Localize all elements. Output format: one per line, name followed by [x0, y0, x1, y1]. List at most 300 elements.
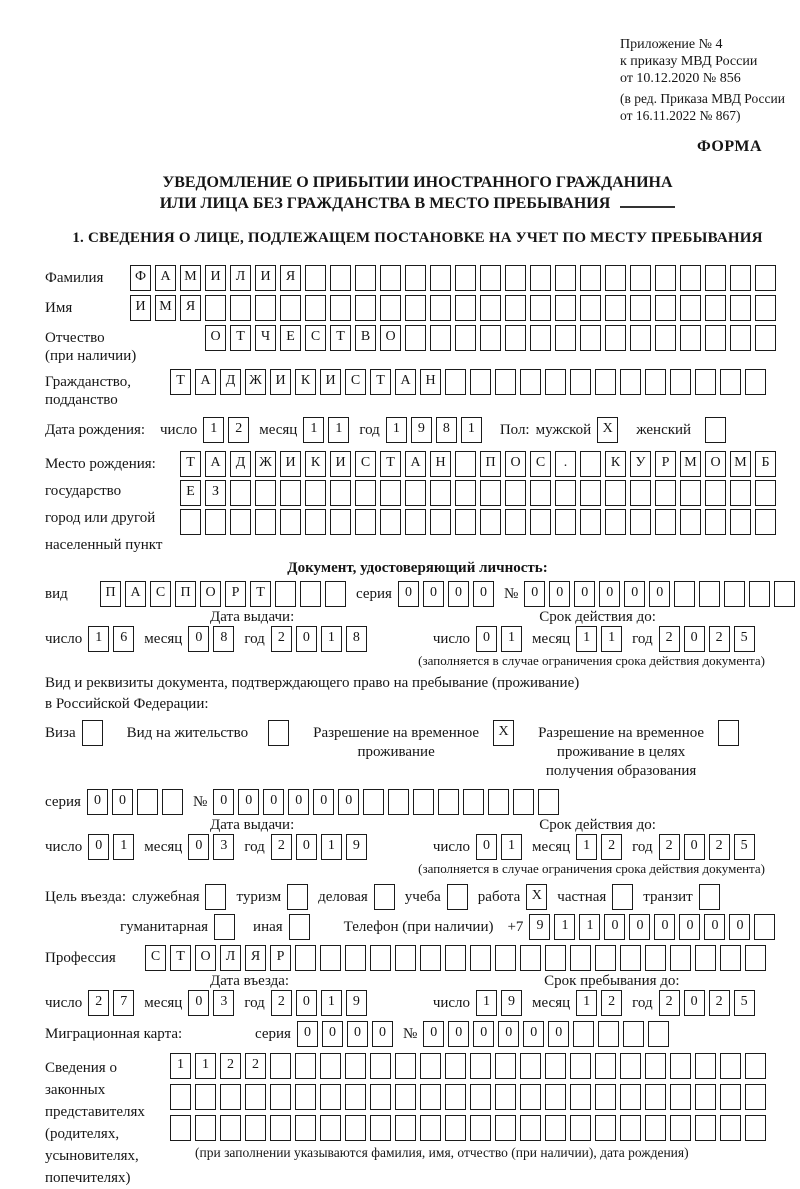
- patronymic-char-box[interactable]: С: [305, 325, 326, 351]
- rvp-series-box[interactable]: 0: [87, 789, 108, 815]
- rvp-expiry-year-box[interactable]: 2: [709, 834, 730, 860]
- representative-char-box[interactable]: 2: [220, 1053, 241, 1079]
- rvp-expiry-day-box[interactable]: 0: [476, 834, 497, 860]
- representative-char-box[interactable]: [695, 1053, 716, 1079]
- representative-char-box[interactable]: [495, 1084, 516, 1110]
- birth-place-char-box[interactable]: [255, 509, 276, 535]
- doc-kind-char-box[interactable]: О: [200, 581, 221, 607]
- surname-char-box[interactable]: А: [155, 265, 176, 291]
- phone-digit-box[interactable]: 0: [679, 914, 700, 940]
- surname-char-box[interactable]: [630, 265, 651, 291]
- profession-char-box[interactable]: [395, 945, 416, 971]
- citizenship-char-box[interactable]: Ж: [245, 369, 266, 395]
- profession-char-box[interactable]: [370, 945, 391, 971]
- doc-kind-char-box[interactable]: Р: [225, 581, 246, 607]
- doc-expiry-month-box[interactable]: 1: [576, 626, 597, 652]
- mig-number-box[interactable]: [598, 1021, 619, 1047]
- patronymic-char-box[interactable]: [530, 325, 551, 351]
- birth-month-box[interactable]: 1: [328, 417, 349, 443]
- representative-char-box[interactable]: [595, 1115, 616, 1141]
- doc-series-box[interactable]: 0: [398, 581, 419, 607]
- phone-digit-box[interactable]: 0: [629, 914, 650, 940]
- rvp-number-box[interactable]: [463, 789, 484, 815]
- birth-place-char-box[interactable]: [705, 480, 726, 506]
- doc-issue-year-box[interactable]: 1: [321, 626, 342, 652]
- given-name-char-box[interactable]: [655, 295, 676, 321]
- birth-day-box[interactable]: 2: [228, 417, 249, 443]
- birth-place-char-box[interactable]: [555, 480, 576, 506]
- citizenship-char-box[interactable]: А: [395, 369, 416, 395]
- surname-char-box[interactable]: [755, 265, 776, 291]
- representative-char-box[interactable]: [170, 1084, 191, 1110]
- birth-place-char-box[interactable]: [480, 509, 501, 535]
- representative-char-box[interactable]: [270, 1115, 291, 1141]
- birth-place-char-box[interactable]: [555, 509, 576, 535]
- purpose-official-checkbox[interactable]: [205, 884, 226, 910]
- rvp-issue-year-box[interactable]: 9: [346, 834, 367, 860]
- doc-number-box[interactable]: 0: [599, 581, 620, 607]
- temp-permit-checkbox[interactable]: X: [493, 720, 514, 746]
- purpose-tourism-checkbox[interactable]: [287, 884, 308, 910]
- rvp-number-box[interactable]: [488, 789, 509, 815]
- surname-char-box[interactable]: [705, 265, 726, 291]
- rvp-expiry-year-box[interactable]: 2: [659, 834, 680, 860]
- phone-digit-box[interactable]: [754, 914, 775, 940]
- patronymic-char-box[interactable]: [480, 325, 501, 351]
- representative-char-box[interactable]: [495, 1115, 516, 1141]
- patronymic-char-box[interactable]: [505, 325, 526, 351]
- birth-place-char-box[interactable]: [730, 509, 751, 535]
- representative-char-box[interactable]: [520, 1115, 541, 1141]
- doc-number-box[interactable]: 0: [574, 581, 595, 607]
- doc-issue-month-box[interactable]: 0: [188, 626, 209, 652]
- surname-char-box[interactable]: [580, 265, 601, 291]
- doc-expiry-month-box[interactable]: 1: [601, 626, 622, 652]
- representative-char-box[interactable]: [670, 1053, 691, 1079]
- profession-char-box[interactable]: [345, 945, 366, 971]
- stay-year-box[interactable]: 2: [659, 990, 680, 1016]
- representative-char-box[interactable]: [270, 1084, 291, 1110]
- doc-series-box[interactable]: 0: [473, 581, 494, 607]
- representative-char-box[interactable]: [720, 1053, 741, 1079]
- doc-number-box[interactable]: 0: [549, 581, 570, 607]
- birth-place-char-box[interactable]: У: [630, 451, 651, 477]
- entry-month-box[interactable]: 0: [188, 990, 209, 1016]
- doc-number-box[interactable]: 0: [649, 581, 670, 607]
- entry-day-box[interactable]: 7: [113, 990, 134, 1016]
- rvp-expiry-month-box[interactable]: 1: [576, 834, 597, 860]
- citizenship-char-box[interactable]: [495, 369, 516, 395]
- given-name-char-box[interactable]: [605, 295, 626, 321]
- birth-place-char-box[interactable]: [405, 509, 426, 535]
- birth-place-char-box[interactable]: [605, 480, 626, 506]
- mig-number-box[interactable]: 0: [498, 1021, 519, 1047]
- given-name-char-box[interactable]: [530, 295, 551, 321]
- birth-place-char-box[interactable]: [755, 480, 776, 506]
- representative-char-box[interactable]: [295, 1053, 316, 1079]
- entry-month-box[interactable]: 3: [213, 990, 234, 1016]
- doc-expiry-year-box[interactable]: 2: [709, 626, 730, 652]
- representative-char-box[interactable]: [395, 1115, 416, 1141]
- representative-char-box[interactable]: [470, 1115, 491, 1141]
- birth-place-char-box[interactable]: [405, 480, 426, 506]
- doc-kind-char-box[interactable]: С: [150, 581, 171, 607]
- patronymic-char-box[interactable]: [730, 325, 751, 351]
- surname-char-box[interactable]: [555, 265, 576, 291]
- surname-char-box[interactable]: [530, 265, 551, 291]
- doc-kind-char-box[interactable]: П: [100, 581, 121, 607]
- doc-issue-year-box[interactable]: 0: [296, 626, 317, 652]
- stay-month-box[interactable]: 1: [576, 990, 597, 1016]
- rvp-number-box[interactable]: [388, 789, 409, 815]
- representative-char-box[interactable]: [670, 1115, 691, 1141]
- given-name-char-box[interactable]: [630, 295, 651, 321]
- representative-char-box[interactable]: [695, 1084, 716, 1110]
- representative-char-box[interactable]: [545, 1053, 566, 1079]
- representative-char-box[interactable]: [670, 1084, 691, 1110]
- patronymic-char-box[interactable]: О: [205, 325, 226, 351]
- mig-number-box[interactable]: 0: [548, 1021, 569, 1047]
- phone-digit-box[interactable]: 0: [704, 914, 725, 940]
- birth-place-char-box[interactable]: [280, 480, 301, 506]
- doc-expiry-day-box[interactable]: 0: [476, 626, 497, 652]
- patronymic-char-box[interactable]: [705, 325, 726, 351]
- birth-place-char-box[interactable]: [530, 509, 551, 535]
- birth-place-char-box[interactable]: Р: [655, 451, 676, 477]
- birth-place-char-box[interactable]: [755, 509, 776, 535]
- birth-place-char-box[interactable]: [330, 480, 351, 506]
- entry-year-box[interactable]: 0: [296, 990, 317, 1016]
- rvp-issue-day-box[interactable]: 1: [113, 834, 134, 860]
- patronymic-char-box[interactable]: [680, 325, 701, 351]
- patronymic-char-box[interactable]: Т: [230, 325, 251, 351]
- patronymic-char-box[interactable]: [605, 325, 626, 351]
- surname-char-box[interactable]: [305, 265, 326, 291]
- mig-number-box[interactable]: 0: [523, 1021, 544, 1047]
- doc-issue-year-box[interactable]: 8: [346, 626, 367, 652]
- given-name-char-box[interactable]: [380, 295, 401, 321]
- profession-char-box[interactable]: [320, 945, 341, 971]
- given-name-char-box[interactable]: [230, 295, 251, 321]
- representative-char-box[interactable]: [420, 1053, 441, 1079]
- representative-char-box[interactable]: 1: [170, 1053, 191, 1079]
- rvp-series-box[interactable]: 0: [112, 789, 133, 815]
- birth-place-char-box[interactable]: [580, 451, 601, 477]
- purpose-study-checkbox[interactable]: [447, 884, 468, 910]
- profession-char-box[interactable]: [670, 945, 691, 971]
- representative-char-box[interactable]: [195, 1084, 216, 1110]
- given-name-char-box[interactable]: [555, 295, 576, 321]
- birth-place-char-box[interactable]: [480, 480, 501, 506]
- representative-char-box[interactable]: [745, 1115, 766, 1141]
- birth-place-char-box[interactable]: З: [205, 480, 226, 506]
- birth-place-char-box[interactable]: [305, 480, 326, 506]
- profession-char-box[interactable]: [495, 945, 516, 971]
- purpose-other-checkbox[interactable]: [289, 914, 310, 940]
- citizenship-char-box[interactable]: [645, 369, 666, 395]
- citizenship-char-box[interactable]: А: [195, 369, 216, 395]
- profession-char-box[interactable]: [445, 945, 466, 971]
- sex-female-checkbox[interactable]: [705, 417, 726, 443]
- birth-place-char-box[interactable]: [730, 480, 751, 506]
- birth-place-char-box[interactable]: [180, 509, 201, 535]
- surname-char-box[interactable]: [730, 265, 751, 291]
- birth-day-box[interactable]: 1: [203, 417, 224, 443]
- stay-year-box[interactable]: 2: [709, 990, 730, 1016]
- given-name-char-box[interactable]: [280, 295, 301, 321]
- representative-char-box[interactable]: [470, 1053, 491, 1079]
- citizenship-char-box[interactable]: [570, 369, 591, 395]
- rvp-number-box[interactable]: [413, 789, 434, 815]
- representative-char-box[interactable]: [545, 1084, 566, 1110]
- birth-place-char-box[interactable]: [505, 509, 526, 535]
- birth-place-char-box[interactable]: [455, 451, 476, 477]
- purpose-transit-checkbox[interactable]: [699, 884, 720, 910]
- representative-char-box[interactable]: 1: [195, 1053, 216, 1079]
- doc-expiry-day-box[interactable]: 1: [501, 626, 522, 652]
- birth-place-char-box[interactable]: О: [705, 451, 726, 477]
- doc-number-box[interactable]: [699, 581, 720, 607]
- birth-place-char-box[interactable]: Б: [755, 451, 776, 477]
- rvp-series-box[interactable]: [137, 789, 158, 815]
- representative-char-box[interactable]: [745, 1053, 766, 1079]
- birth-place-char-box[interactable]: [580, 480, 601, 506]
- birth-place-char-box[interactable]: [430, 480, 451, 506]
- birth-place-char-box[interactable]: П: [480, 451, 501, 477]
- mig-series-box[interactable]: 0: [372, 1021, 393, 1047]
- mig-series-box[interactable]: 0: [347, 1021, 368, 1047]
- birth-year-box[interactable]: 9: [411, 417, 432, 443]
- surname-char-box[interactable]: [505, 265, 526, 291]
- patronymic-char-box[interactable]: В: [355, 325, 376, 351]
- birth-place-char-box[interactable]: С: [355, 451, 376, 477]
- given-name-char-box[interactable]: [330, 295, 351, 321]
- surname-char-box[interactable]: [605, 265, 626, 291]
- representative-char-box[interactable]: [395, 1084, 416, 1110]
- doc-issue-month-box[interactable]: 8: [213, 626, 234, 652]
- rvp-expiry-month-box[interactable]: 2: [601, 834, 622, 860]
- doc-issue-day-box[interactable]: 6: [113, 626, 134, 652]
- patronymic-char-box[interactable]: [405, 325, 426, 351]
- representative-char-box[interactable]: [595, 1084, 616, 1110]
- patronymic-char-box[interactable]: [430, 325, 451, 351]
- rvp-number-box[interactable]: 0: [213, 789, 234, 815]
- birth-place-char-box[interactable]: И: [280, 451, 301, 477]
- representative-char-box[interactable]: [645, 1084, 666, 1110]
- doc-kind-char-box[interactable]: [325, 581, 346, 607]
- phone-digit-box[interactable]: 0: [604, 914, 625, 940]
- given-name-char-box[interactable]: И: [130, 295, 151, 321]
- birth-place-char-box[interactable]: [380, 480, 401, 506]
- surname-char-box[interactable]: М: [180, 265, 201, 291]
- birth-place-char-box[interactable]: [630, 509, 651, 535]
- birth-place-char-box[interactable]: [505, 480, 526, 506]
- surname-char-box[interactable]: [330, 265, 351, 291]
- birth-place-char-box[interactable]: А: [405, 451, 426, 477]
- birth-place-char-box[interactable]: Т: [380, 451, 401, 477]
- birth-year-box[interactable]: 1: [386, 417, 407, 443]
- birth-place-char-box[interactable]: [455, 480, 476, 506]
- rvp-number-box[interactable]: 0: [263, 789, 284, 815]
- birth-place-char-box[interactable]: Д: [230, 451, 251, 477]
- profession-char-box[interactable]: Р: [270, 945, 291, 971]
- profession-char-box[interactable]: [620, 945, 641, 971]
- sex-male-checkbox[interactable]: X: [597, 417, 618, 443]
- rvp-issue-day-box[interactable]: 0: [88, 834, 109, 860]
- birth-place-char-box[interactable]: [530, 480, 551, 506]
- profession-char-box[interactable]: С: [145, 945, 166, 971]
- birth-place-char-box[interactable]: М: [680, 451, 701, 477]
- entry-year-box[interactable]: 1: [321, 990, 342, 1016]
- representative-char-box[interactable]: [495, 1053, 516, 1079]
- profession-char-box[interactable]: [570, 945, 591, 971]
- citizenship-char-box[interactable]: И: [320, 369, 341, 395]
- birth-place-char-box[interactable]: [605, 509, 626, 535]
- rvp-number-box[interactable]: [363, 789, 384, 815]
- profession-char-box[interactable]: О: [195, 945, 216, 971]
- entry-year-box[interactable]: 2: [271, 990, 292, 1016]
- surname-char-box[interactable]: Л: [230, 265, 251, 291]
- representative-char-box[interactable]: [170, 1115, 191, 1141]
- birth-place-char-box[interactable]: [430, 509, 451, 535]
- given-name-char-box[interactable]: М: [155, 295, 176, 321]
- surname-char-box[interactable]: [655, 265, 676, 291]
- representative-char-box[interactable]: 2: [245, 1053, 266, 1079]
- given-name-char-box[interactable]: [305, 295, 326, 321]
- patronymic-char-box[interactable]: [755, 325, 776, 351]
- mig-number-box[interactable]: [573, 1021, 594, 1047]
- doc-number-box[interactable]: 0: [624, 581, 645, 607]
- citizenship-char-box[interactable]: Т: [370, 369, 391, 395]
- citizenship-char-box[interactable]: [595, 369, 616, 395]
- birth-place-char-box[interactable]: [680, 480, 701, 506]
- rvp-number-box[interactable]: 0: [338, 789, 359, 815]
- birth-place-char-box[interactable]: [630, 480, 651, 506]
- rvp-issue-year-box[interactable]: 0: [296, 834, 317, 860]
- given-name-char-box[interactable]: [405, 295, 426, 321]
- representative-char-box[interactable]: [420, 1115, 441, 1141]
- representative-char-box[interactable]: [220, 1115, 241, 1141]
- patronymic-char-box[interactable]: Т: [330, 325, 351, 351]
- profession-char-box[interactable]: Л: [220, 945, 241, 971]
- birth-month-box[interactable]: 1: [303, 417, 324, 443]
- patronymic-char-box[interactable]: О: [380, 325, 401, 351]
- mig-series-box[interactable]: 0: [322, 1021, 343, 1047]
- doc-series-box[interactable]: 0: [448, 581, 469, 607]
- birth-place-char-box[interactable]: [330, 509, 351, 535]
- representative-char-box[interactable]: [295, 1115, 316, 1141]
- given-name-char-box[interactable]: [480, 295, 501, 321]
- doc-expiry-year-box[interactable]: 2: [659, 626, 680, 652]
- representative-char-box[interactable]: [245, 1115, 266, 1141]
- given-name-char-box[interactable]: [355, 295, 376, 321]
- purpose-business-checkbox[interactable]: [374, 884, 395, 910]
- representative-char-box[interactable]: [720, 1084, 741, 1110]
- profession-char-box[interactable]: [470, 945, 491, 971]
- doc-kind-char-box[interactable]: [275, 581, 296, 607]
- birth-place-char-box[interactable]: [305, 509, 326, 535]
- citizenship-char-box[interactable]: Т: [170, 369, 191, 395]
- visa-checkbox[interactable]: [82, 720, 103, 746]
- mig-number-box[interactable]: 0: [423, 1021, 444, 1047]
- representative-char-box[interactable]: [445, 1115, 466, 1141]
- patronymic-char-box[interactable]: [455, 325, 476, 351]
- given-name-char-box[interactable]: [505, 295, 526, 321]
- profession-char-box[interactable]: [420, 945, 441, 971]
- representative-char-box[interactable]: [370, 1053, 391, 1079]
- representative-char-box[interactable]: [370, 1115, 391, 1141]
- rvp-number-box[interactable]: 0: [288, 789, 309, 815]
- birth-place-char-box[interactable]: К: [305, 451, 326, 477]
- stay-day-box[interactable]: 9: [501, 990, 522, 1016]
- profession-char-box[interactable]: [720, 945, 741, 971]
- surname-char-box[interactable]: Ф: [130, 265, 151, 291]
- representative-char-box[interactable]: [520, 1084, 541, 1110]
- rvp-issue-month-box[interactable]: 0: [188, 834, 209, 860]
- birth-place-char-box[interactable]: И: [330, 451, 351, 477]
- citizenship-char-box[interactable]: Н: [420, 369, 441, 395]
- profession-char-box[interactable]: [595, 945, 616, 971]
- representative-char-box[interactable]: [270, 1053, 291, 1079]
- birth-place-char-box[interactable]: Н: [430, 451, 451, 477]
- citizenship-char-box[interactable]: [470, 369, 491, 395]
- birth-place-char-box[interactable]: [355, 480, 376, 506]
- representative-char-box[interactable]: [320, 1084, 341, 1110]
- birth-year-box[interactable]: 8: [436, 417, 457, 443]
- mig-number-box[interactable]: [623, 1021, 644, 1047]
- representative-char-box[interactable]: [420, 1084, 441, 1110]
- doc-number-box[interactable]: [674, 581, 695, 607]
- phone-digit-box[interactable]: 0: [729, 914, 750, 940]
- birth-place-char-box[interactable]: А: [205, 451, 226, 477]
- birth-place-char-box[interactable]: [205, 509, 226, 535]
- doc-number-box[interactable]: [774, 581, 795, 607]
- doc-expiry-year-box[interactable]: 5: [734, 626, 755, 652]
- profession-char-box[interactable]: [695, 945, 716, 971]
- representative-char-box[interactable]: [570, 1084, 591, 1110]
- mig-number-box[interactable]: [648, 1021, 669, 1047]
- doc-number-box[interactable]: 0: [524, 581, 545, 607]
- doc-expiry-year-box[interactable]: 0: [684, 626, 705, 652]
- birth-place-char-box[interactable]: Т: [180, 451, 201, 477]
- citizenship-char-box[interactable]: [445, 369, 466, 395]
- profession-char-box[interactable]: [745, 945, 766, 971]
- rvp-number-box[interactable]: [513, 789, 534, 815]
- birth-year-box[interactable]: 1: [461, 417, 482, 443]
- birth-place-char-box[interactable]: Ж: [255, 451, 276, 477]
- surname-char-box[interactable]: И: [205, 265, 226, 291]
- representative-char-box[interactable]: [570, 1115, 591, 1141]
- doc-series-box[interactable]: 0: [423, 581, 444, 607]
- citizenship-char-box[interactable]: С: [345, 369, 366, 395]
- representative-char-box[interactable]: [445, 1053, 466, 1079]
- surname-char-box[interactable]: [430, 265, 451, 291]
- residence-permit-checkbox[interactable]: [268, 720, 289, 746]
- citizenship-char-box[interactable]: [720, 369, 741, 395]
- rvp-issue-year-box[interactable]: 1: [321, 834, 342, 860]
- given-name-char-box[interactable]: [730, 295, 751, 321]
- rvp-expiry-day-box[interactable]: 1: [501, 834, 522, 860]
- birth-place-char-box[interactable]: [230, 480, 251, 506]
- citizenship-char-box[interactable]: [695, 369, 716, 395]
- doc-kind-char-box[interactable]: [300, 581, 321, 607]
- representative-char-box[interactable]: [545, 1115, 566, 1141]
- representative-char-box[interactable]: [345, 1115, 366, 1141]
- purpose-humanitarian-checkbox[interactable]: [214, 914, 235, 940]
- representative-char-box[interactable]: [345, 1084, 366, 1110]
- birth-place-char-box[interactable]: .: [555, 451, 576, 477]
- doc-kind-char-box[interactable]: А: [125, 581, 146, 607]
